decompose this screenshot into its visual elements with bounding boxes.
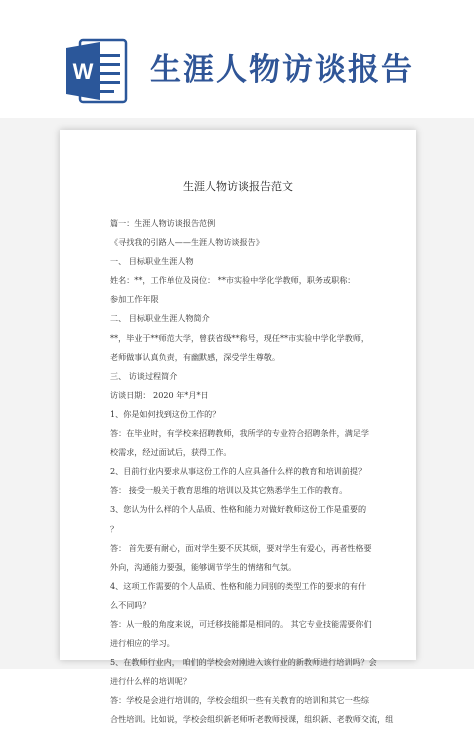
document-page — [60, 130, 416, 725]
document-line: 答：学校是会进行培训的，学校会组织一些有关教育的培训和其它一些综 — [110, 695, 370, 706]
document-line: 老师做事认真负责，有幽默感，深受学生尊敬。 — [110, 351, 280, 362]
document-body — [110, 214, 410, 730]
document-title: 生涯人物访谈报告范文 — [183, 180, 293, 193]
document-line: 合性培训。比如说，学校会组织新老师听老教师授课，组织新、老教师交流，组 — [110, 714, 394, 725]
document-line: 姓名：**，工作单位及岗位： **市实验中学化学教师，职务或职称： — [110, 275, 356, 286]
document-line: 答：在毕业时，有学校来招聘教师，我所学的专业符合招聘条件，满足学 — [110, 428, 370, 439]
document-line: 5、在教师行业内， 咱们的学校会对刚进入该行业的新教师进行培训吗？会 — [110, 657, 377, 668]
document-line: 二、 目标职业生涯人物简介 — [110, 313, 210, 324]
document-line: 篇一：生涯人物访谈报告范例 — [110, 218, 216, 228]
document-line: 答：从一般的角度来说，可迁移技能都是相同的。 其它专业技能需要你们 — [110, 618, 372, 629]
document-line: 么不同吗？ — [110, 599, 151, 610]
document-line: 3、您认为什么样的个人品质、性格和能力对做好教师这份工作是重要的 — [110, 504, 367, 515]
banner-header — [0, 0, 474, 120]
document-line: 进行什么样的培训呢？ — [110, 676, 191, 687]
document-line: ？ — [110, 523, 119, 534]
document-line: 进行相应的学习。 — [110, 638, 175, 649]
document-line: 一、 目标职业生涯人物 — [110, 256, 194, 267]
banner-title: 生涯人物访谈报告 — [150, 52, 414, 88]
document-line: **，毕业于**师范大学，曾获省级**称号，现任**市实验中学化学教师， — [110, 332, 370, 343]
document-line: 访谈日期： 2020 年*月*日 — [110, 389, 209, 400]
document-line: 答： 首先要有耐心，面对学生要不厌其烦，要对学生有爱心，再者性格要 — [110, 542, 372, 553]
word-document-icon — [64, 38, 130, 104]
document-line: 《寻找我的引路人——生涯人物访谈报告》 — [110, 237, 264, 248]
document-line: 答： 接受一般关于教育思维的培训以及其它熟悉学生工作的教育。 — [110, 485, 348, 496]
document-line: 外向，沟通能力要强，能够调节学生的情绪和气氛。 — [110, 561, 297, 572]
document-line: 4、这项工作需要的个人品质、性格和能力同别的类型工作的要求的有什 — [110, 580, 367, 591]
word-icon-letter: W — [72, 59, 94, 84]
document-line: 1、你是如何找到这份工作的？ — [110, 408, 221, 419]
document-line: 参加工作年限 — [110, 294, 159, 305]
document-line: 2、目前行业内要求从事这份工作的人应具备什么样的教育和培训前提？ — [110, 466, 367, 477]
document-line: 三、 访谈过程简介 — [110, 370, 178, 381]
document-line: 校需求，经过面试后，获得工作。 — [110, 447, 232, 458]
